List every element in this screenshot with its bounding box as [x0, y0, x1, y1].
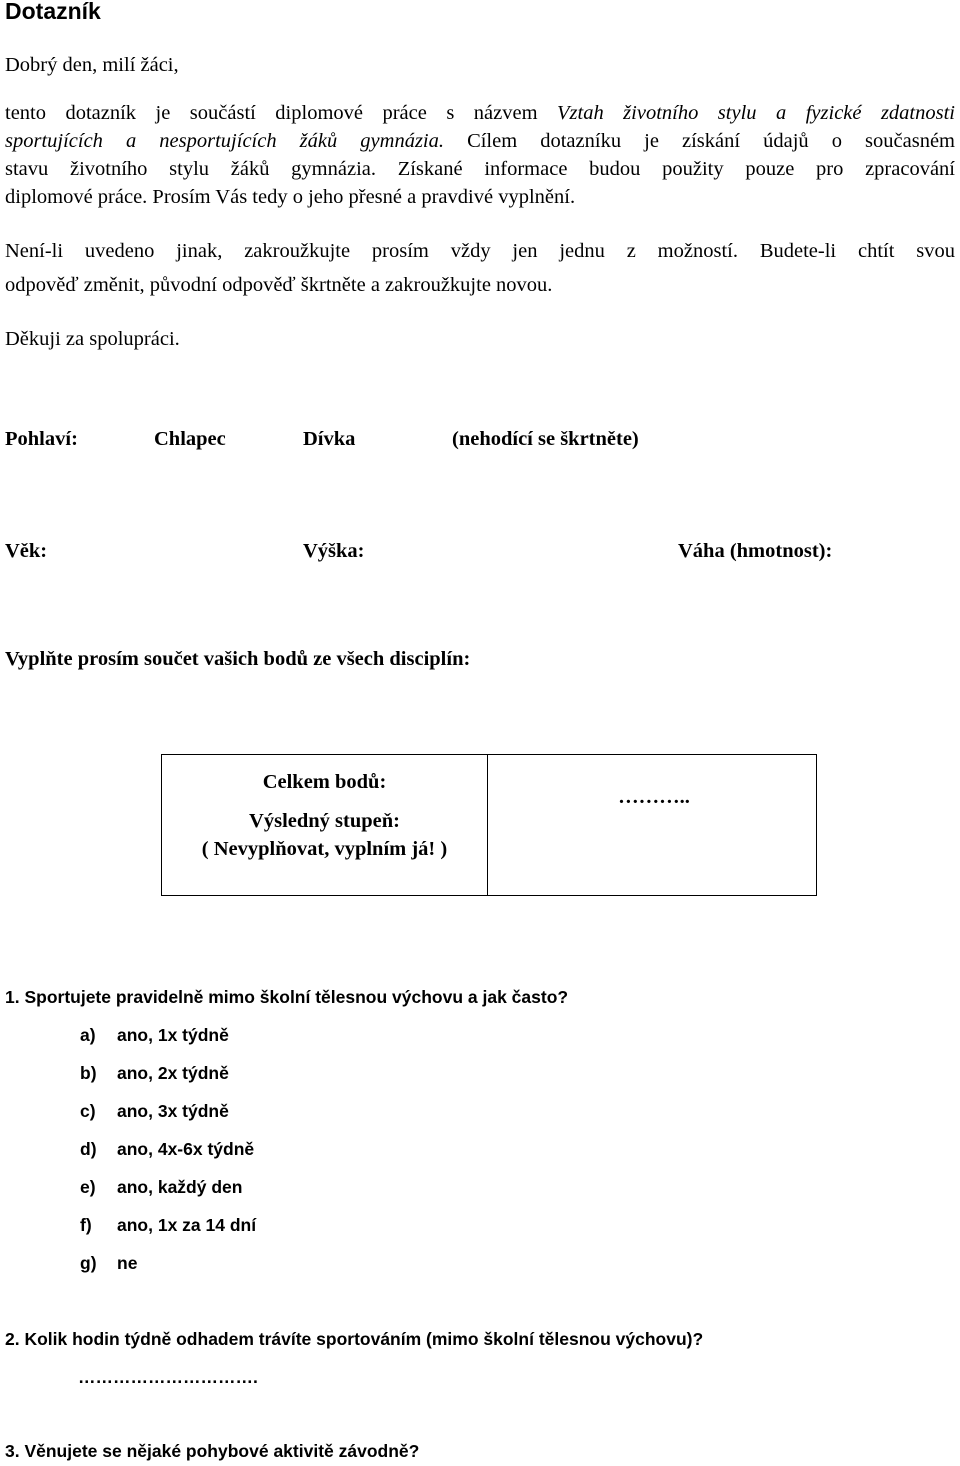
q1-option-f[interactable]: ano, 1x za 14 dní: [117, 1215, 257, 1235]
page-title: Dotazník: [5, 0, 101, 24]
q1-option-d[interactable]: ano, 4x-6x týdně: [117, 1139, 255, 1159]
final-grade-note: ( Nevyplňovat, vyplním já! ): [201, 838, 448, 860]
intro-line-4: diplomové práce. Prosím Vás tedy o jeho přesné a pravdivé vyplnění.: [5, 186, 576, 208]
q1-option-a-letter: a): [80, 1025, 96, 1045]
intro-line-2: [5, 130, 955, 153]
q1-option-a[interactable]: ano, 1x týdně: [117, 1025, 229, 1045]
intro-line-1: [5, 102, 955, 125]
gender-note: (nehodící se škrtněte): [452, 428, 639, 450]
final-grade-label: Výsledný stupeň:: [249, 810, 400, 832]
score-label-cell: [162, 755, 488, 896]
q1-option-e-letter: e): [80, 1177, 96, 1197]
q1-option-c-letter: c): [80, 1101, 96, 1121]
instructions-line-2: odpověď změnit, původní odpověď škrtněte a zakroužkujte novou.: [5, 274, 553, 296]
gender-option-boy: Chlapec: [154, 428, 226, 450]
q1-option-f-letter: f): [80, 1215, 92, 1235]
q1-option-e[interactable]: ano, každý den: [117, 1177, 243, 1197]
age-label: Věk:: [5, 540, 48, 562]
weight-label: Váha (hmotnost):: [678, 540, 833, 562]
instructions-line-1: Není-li uvedeno jinak, zakroužkujte prosím vždy jen jednu z možností. Budete-li chtít svou: [5, 240, 955, 262]
q1-option-b-letter: b): [80, 1063, 97, 1083]
height-label: Výška:: [303, 540, 365, 562]
thesis-title-part-2: sportujících a nesportujících žáků gymnázia.: [5, 130, 444, 152]
score-value-cell[interactable]: [488, 755, 817, 896]
q2-answer-dots[interactable]: ………………………….: [78, 1367, 258, 1387]
q1-option-g-letter: g): [80, 1253, 97, 1273]
thanks: Děkuji za spolupráci.: [5, 328, 180, 350]
total-points-label: Celkem bodů:: [262, 771, 387, 793]
gender-label: Pohlaví:: [5, 428, 78, 450]
q1-option-b[interactable]: ano, 2x týdně: [117, 1063, 229, 1083]
thesis-title-part-1: Vztah životního stylu a fyzické zdatnosti: [557, 102, 956, 124]
intro-line-3: stavu životního stylu žáků gymnázia. Získané informace budou použity pouze pro zpracování: [5, 158, 955, 180]
gender-option-girl: Dívka: [303, 428, 356, 450]
score-table: [161, 754, 817, 896]
question-1: 1. Sportujete pravidelně mimo školní tělesnou výchovu a jak často?: [5, 987, 569, 1007]
q1-option-d-letter: d): [80, 1139, 97, 1159]
intro-text-1a: tento dotazník je součástí diplomové práce s názvem: [5, 102, 538, 124]
q1-option-g[interactable]: ne: [117, 1253, 138, 1273]
points-prompt: Vyplňte prosím součet vašich bodů ze všech disciplín:: [5, 648, 471, 670]
question-3: 3. Věnujete se nějaké pohybové aktivitě závodně?: [5, 1441, 420, 1461]
greeting: Dobrý den, milí žáci,: [5, 54, 179, 76]
q1-option-c[interactable]: ano, 3x týdně: [117, 1101, 229, 1121]
intro-text-2b: Cílem dotazníku je získání údajů o současném: [467, 130, 955, 152]
score-dots: ………..: [618, 786, 690, 808]
question-2: 2. Kolik hodin týdně odhadem trávíte sportováním (mimo školní tělesnou výchovu)?: [5, 1329, 704, 1349]
